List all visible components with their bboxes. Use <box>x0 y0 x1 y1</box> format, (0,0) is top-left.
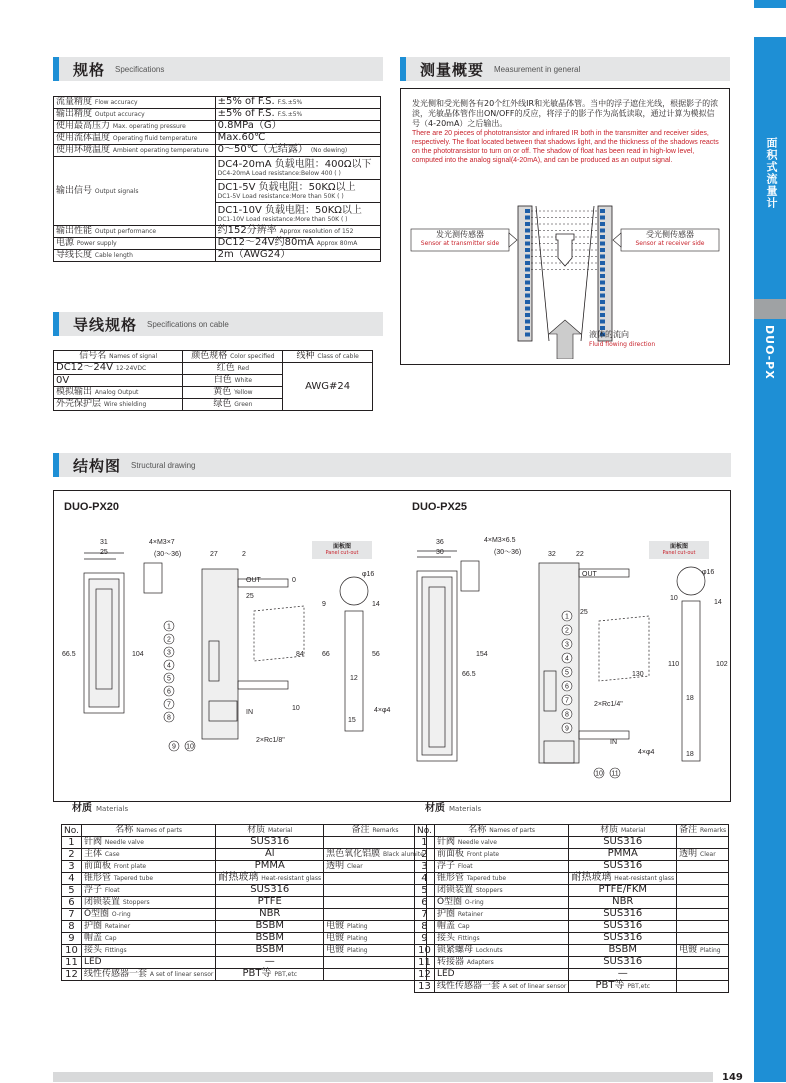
material-row: 8 帽盖 Cap SUS316 <box>415 921 729 933</box>
ir-led <box>525 333 530 337</box>
part-callout-number: 8 <box>167 714 171 722</box>
phototransistor <box>600 300 605 304</box>
part-callout-number: 10 <box>186 743 194 751</box>
ir-led <box>525 248 530 252</box>
phototransistor <box>600 235 605 239</box>
px25-drawing <box>399 521 729 801</box>
spec-table: 流量精度 Flow accuracy ±5% of F.S. F.S.±5% 输出精度 Output accuracy ±5% of F.S. F.S.±5% 使用最高压力 Max. operating pressure 0.8MPa（G） 使用流体温度 Operating fluid temperature Max.60℃ 使用环境温度 Ambient operating temperature 0～50℃（无结露） (No dewing) 输出信号 Output signals DC4-20mA 负载电阻：400Ω以下 DC4-20mA Load resistance:Below 400 ( ) DC1-5V 负载电阻：50KΩ以上 DC1-5V Load resistance:More than 50K ( ) DC1-10V 负载电阻：50KΩ以上 DC1-10V Load resistance:More than 50K ( ) 输出性能 Output performance 约152分辨率 Approx resolution of 152 电源 Power supply DC12～24V约80mA Approx 80mA 导线长度 Cable length 2m（AWG24） <box>53 96 381 262</box>
spec-row: 流量精度 Flow accuracy ±5% of F.S. F.S.±5% <box>54 97 381 109</box>
output-signals-row: 输出信号 Output signals DC4-20mA 负载电阻：400Ω以下 DC4-20mA Load resistance:Below 400 ( ) <box>54 157 381 180</box>
material-row: 12 LED — <box>415 969 729 981</box>
phototransistor <box>600 255 605 259</box>
part-callout-number: 8 <box>565 711 569 719</box>
transmitter-label: 发光测传感器 <box>436 230 484 239</box>
part-callout-number: 10 <box>595 770 603 778</box>
measure-text-zh: 发光侧和受光侧各有20个红外线IR和光敏晶体管。当中的浮子遮住光线，根据影子的浓淡，光敏晶体管作出ON/OFF的反应，将浮子的影子作为高低读取，通过计算为模拟信号（4-20mA）之后输出。 <box>412 99 719 128</box>
part-callout-number: 1 <box>565 613 569 621</box>
phototransistor <box>600 229 605 233</box>
ir-led <box>525 287 530 291</box>
ir-led <box>525 229 530 233</box>
material-row: 5 浮子 Float SUS316 <box>62 885 427 897</box>
part-callout-number: 2 <box>167 636 171 644</box>
px20-drawing <box>54 521 394 781</box>
rail-category-label: 面积式流量计 <box>765 137 778 209</box>
material-row: 4 锥形管 Tapered tube 耐热玻璃 Heat-resistant glass <box>415 873 729 885</box>
ir-led <box>525 242 530 246</box>
material-row: 3 浮子 Float SUS316 <box>415 861 729 873</box>
part-callout-number: 5 <box>565 669 569 677</box>
material-row: 2 前面板 Front plate PMMA 透明 Clear <box>415 849 729 861</box>
spec-section-header: 规格 Specifications <box>53 57 383 81</box>
part-callout-number: 4 <box>565 655 569 663</box>
material-row: 7 护圈 Retainer SUS316 <box>415 909 729 921</box>
model-px20: DUO-PX20 <box>64 501 120 513</box>
phototransistor <box>600 268 605 272</box>
phototransistor <box>600 287 605 291</box>
ir-led <box>525 268 530 272</box>
spec-row: 导线长度 Cable length 2m（AWG24） <box>54 250 381 262</box>
struct-section-header: 结构图 Structural drawing <box>53 453 731 477</box>
ir-led <box>525 294 530 298</box>
footer-bar <box>53 1072 713 1082</box>
ir-led <box>525 320 530 324</box>
measure-section-header: 测量概要 Measurement in general <box>400 57 730 81</box>
panel-cutout-tag-px20: 面板图 Panel cut-out <box>312 541 372 559</box>
material-row: 6 闭锁装置 Stoppers PTFE <box>62 897 427 909</box>
ir-led <box>525 281 530 285</box>
measure-text-en: There are 20 pieces of phototransistor and infrared IR both in the transmitter and receiver sides, respectively. The float located between that shadows light, and the thickness of the shadows reacts on the phototransistor to turn on or off. The shadow of float has been read in high-low level, computed into the analog signal(4-20mA), and can be produced as an output signal. <box>412 130 719 164</box>
phototransistor <box>600 216 605 220</box>
material-row: 8 护圈 Retainer BSBM 电镀 Plating <box>62 921 427 933</box>
measure-box: 发光侧和受光侧各有20个红外线IR和光敏晶体管。当中的浮子遮住光线，根据影子的浓淡，光敏晶体管作出ON/OFF的反应，将浮子的影子作为高低读取，通过计算为模拟信号（4-20mA）之后输出。 There are 20 pieces of phototransistor and infrared IR both in the transmitter and receiver sides, respectively. The float located between that shadows light, and the thickness of the shadows reacts on the phototransistor to turn on or off. The shadow of float has been read in high-low level, computed into the analog signal(4-20mA), and can be produced as an output signal. 发光测传感器 Sensor at transmitter side 受光侧传感器 Sensor at receiver side 液体的流向 Fluid flowing direction <box>400 88 730 365</box>
part-callout-number: 1 <box>167 623 171 631</box>
part-callout-number: 3 <box>167 649 171 657</box>
ir-led <box>525 261 530 265</box>
rail-category-tab[interactable] <box>754 37 786 299</box>
part-callout-number: 7 <box>167 701 171 709</box>
material-row: 11 转接器 Adapters SUS316 <box>415 957 729 969</box>
material-row: 7 O型圈 O-ring NBR <box>62 909 427 921</box>
measure-diagram <box>401 189 729 359</box>
panel-cutout-tag-px25: 面板图 Panel cut-out <box>649 541 709 559</box>
part-callout-number: 11 <box>611 770 619 778</box>
material-row: 9 接头 Fittings SUS316 <box>415 933 729 945</box>
material-row: 4 锥形管 Tapered tube 耐热玻璃 Heat-resistant glass <box>62 873 427 885</box>
ir-led <box>525 216 530 220</box>
material-row: 5 闭锁装置 Stoppers PTFE/FKM <box>415 885 729 897</box>
phototransistor <box>600 313 605 317</box>
measure-title: 测量概要 <box>420 60 485 79</box>
ir-led <box>525 209 530 213</box>
material-row: 10 接头 Fittings BSBM 电镀 Plating <box>62 945 427 957</box>
phototransistor <box>600 242 605 246</box>
spec-row: 使用环境温度 Ambient operating temperature 0～50℃（无结露） (No dewing) <box>54 145 381 157</box>
materials-table-px20: No. 名称 Names of parts 材质 Material 备注 Remarks 1 针阀 Needle valve SUS316 2 主体 Case Al 黑色氧化铝膜 Black alumite 3 前面板 Front plate PMMA 透明 Clear 4 锥形管 Tapered tube 耐热玻璃 Heat-resistant glass 5 浮子 Float SUS316 6 闭锁装置 Stoppers PTFE 7 O型圈 O-ring NBR 8 护圈 Retainer BSBM 电镀 Plating 9 帽盖 Cap BSBM 电镀 Plating 10 接头 Fittings BSBM 电镀 Plating 11 LED — 12 线性传感器一套 A set of linear sensor PBT等 PBT,etc <box>61 824 427 981</box>
spec-row: 使用最高压力 Max. operating pressure 0.8MPa（G） <box>54 121 381 133</box>
material-row: 12 线性传感器一套 A set of linear sensor PBT等 PBT,etc <box>62 969 427 981</box>
model-px25: DUO-PX25 <box>412 501 468 513</box>
cable-table: 信号名 Names of signal 颜色规格 Color specified 线种 Class of cable DC12～24V 12-24VDC 红色 Red AWG#24 0V 白色 White 模拟输出 Analog Output 黄色 Yellow 外壳保护层 Wire shielding 绿色 Green <box>53 350 373 411</box>
materials-table-px25: No. 名称 Names of parts 材质 Material 备注 Remarks 1 针阀 Needle valve SUS316 2 前面板 Front plate PMMA 透明 Clear 3 浮子 Float SUS316 4 锥形管 Tapered tube 耐热玻璃 Heat-resistant glass 5 闭锁装置 Stoppers PTFE/FKM 6 O型圈 O-ring NBR 7 护圈 Retainer SUS316 8 帽盖 Cap SUS316 9 接头 Fittings SUS316 10 锁紧螺母 Locknuts BSBM 电镀 Plating 11 转接器 Adapters SUS316 12 LED — 13 线性传感器一套 A set of linear sensor PBT等 PBT,etc <box>414 824 729 993</box>
part-callout-number: 9 <box>172 743 176 751</box>
material-row: 9 帽盖 Cap BSBM 电镀 Plating <box>62 933 427 945</box>
phototransistor <box>600 320 605 324</box>
material-row: 11 LED — <box>62 957 427 969</box>
cable-title: 导线规格 <box>73 315 138 334</box>
ir-led <box>525 235 530 239</box>
ir-led <box>525 307 530 311</box>
phototransistor <box>600 209 605 213</box>
ir-led <box>525 313 530 317</box>
page-number: 149 <box>722 1072 743 1083</box>
phototransistor <box>600 307 605 311</box>
spec-row: 输出性能 Output performance 约152分辨率 Approx resolution of 152 <box>54 226 381 238</box>
material-row: 3 前面板 Front plate PMMA 透明 Clear <box>62 861 427 873</box>
ir-led <box>525 222 530 226</box>
struct-title: 结构图 <box>73 456 122 475</box>
spec-row: 使用流体温度 Operating fluid temperature Max.60℃ <box>54 133 381 145</box>
phototransistor <box>600 248 605 252</box>
ir-led <box>525 274 530 278</box>
material-row: 1 针阀 Needle valve SUS316 <box>415 837 729 849</box>
rail-model-tab[interactable] <box>754 319 786 1082</box>
rail-model-label: DUO-PX <box>763 325 776 380</box>
materials-title-px20: 材质 Materials <box>72 803 129 814</box>
part-callout-number: 5 <box>167 675 171 683</box>
drawing-box: DUO-PX20 DUO-PX25 1 2 3 4 5 6 7 8 9 10 31 25 4×M3×7 (30～36) 27 2 OUT 0 25 66.5 104 84 10 IN 2×Rc1/8" 面板图 Panel cut-out φ16 9 14 66 56 12 15 4×φ4 1 2 3 4 5 6 7 8 9 10 11 36 30 4×M3×6.5 (30～36) 32 22 OUT 25 66.5 154 130 2×Rc1/4" IN 面板图 Panel cut-out φ16 10 14 110 102 18 18 4×φ4 <box>53 490 731 802</box>
material-row: 1 针阀 Needle valve SUS316 <box>62 837 427 849</box>
part-callout-number: 3 <box>565 641 569 649</box>
material-row: 2 主体 Case Al 黑色氧化铝膜 Black alumite <box>62 849 427 861</box>
ir-led <box>525 326 530 330</box>
material-row: 6 O型圈 O-ring NBR <box>415 897 729 909</box>
ir-led <box>525 255 530 259</box>
spec-row: 电源 Power supply DC12～24V约80mA Approx 80mA <box>54 238 381 250</box>
phototransistor <box>600 294 605 298</box>
part-callout-number: 6 <box>565 683 569 691</box>
rail-top-bar <box>754 0 786 8</box>
part-callout-number: 9 <box>565 725 569 733</box>
spec-title: 规格 <box>73 60 106 79</box>
phototransistor <box>600 281 605 285</box>
cable-class: AWG#24 <box>283 363 373 411</box>
material-row: 10 锁紧螺母 Locknuts BSBM 电镀 Plating <box>415 945 729 957</box>
material-row: 13 线性传感器一套 A set of linear sensor PBT等 PBT,etc <box>415 981 729 993</box>
part-callout-number: 4 <box>167 662 171 670</box>
phototransistor <box>600 274 605 278</box>
materials-title-px25: 材质 Materials <box>425 803 482 814</box>
phototransistor <box>600 261 605 265</box>
rail-divider <box>754 299 786 319</box>
receiver-label: 受光侧传感器 <box>646 230 694 239</box>
phototransistor <box>600 222 605 226</box>
spec-row: 输出精度 Output accuracy ±5% of F.S. F.S.±5% <box>54 109 381 121</box>
ir-led <box>525 300 530 304</box>
flow-label: 液体的流向 <box>589 330 629 339</box>
part-callout-number: 2 <box>565 627 569 635</box>
part-callout-number: 7 <box>565 697 569 705</box>
part-callout-number: 6 <box>167 688 171 696</box>
cable-section-header: 导线规格 Specifications on cable <box>53 312 383 336</box>
